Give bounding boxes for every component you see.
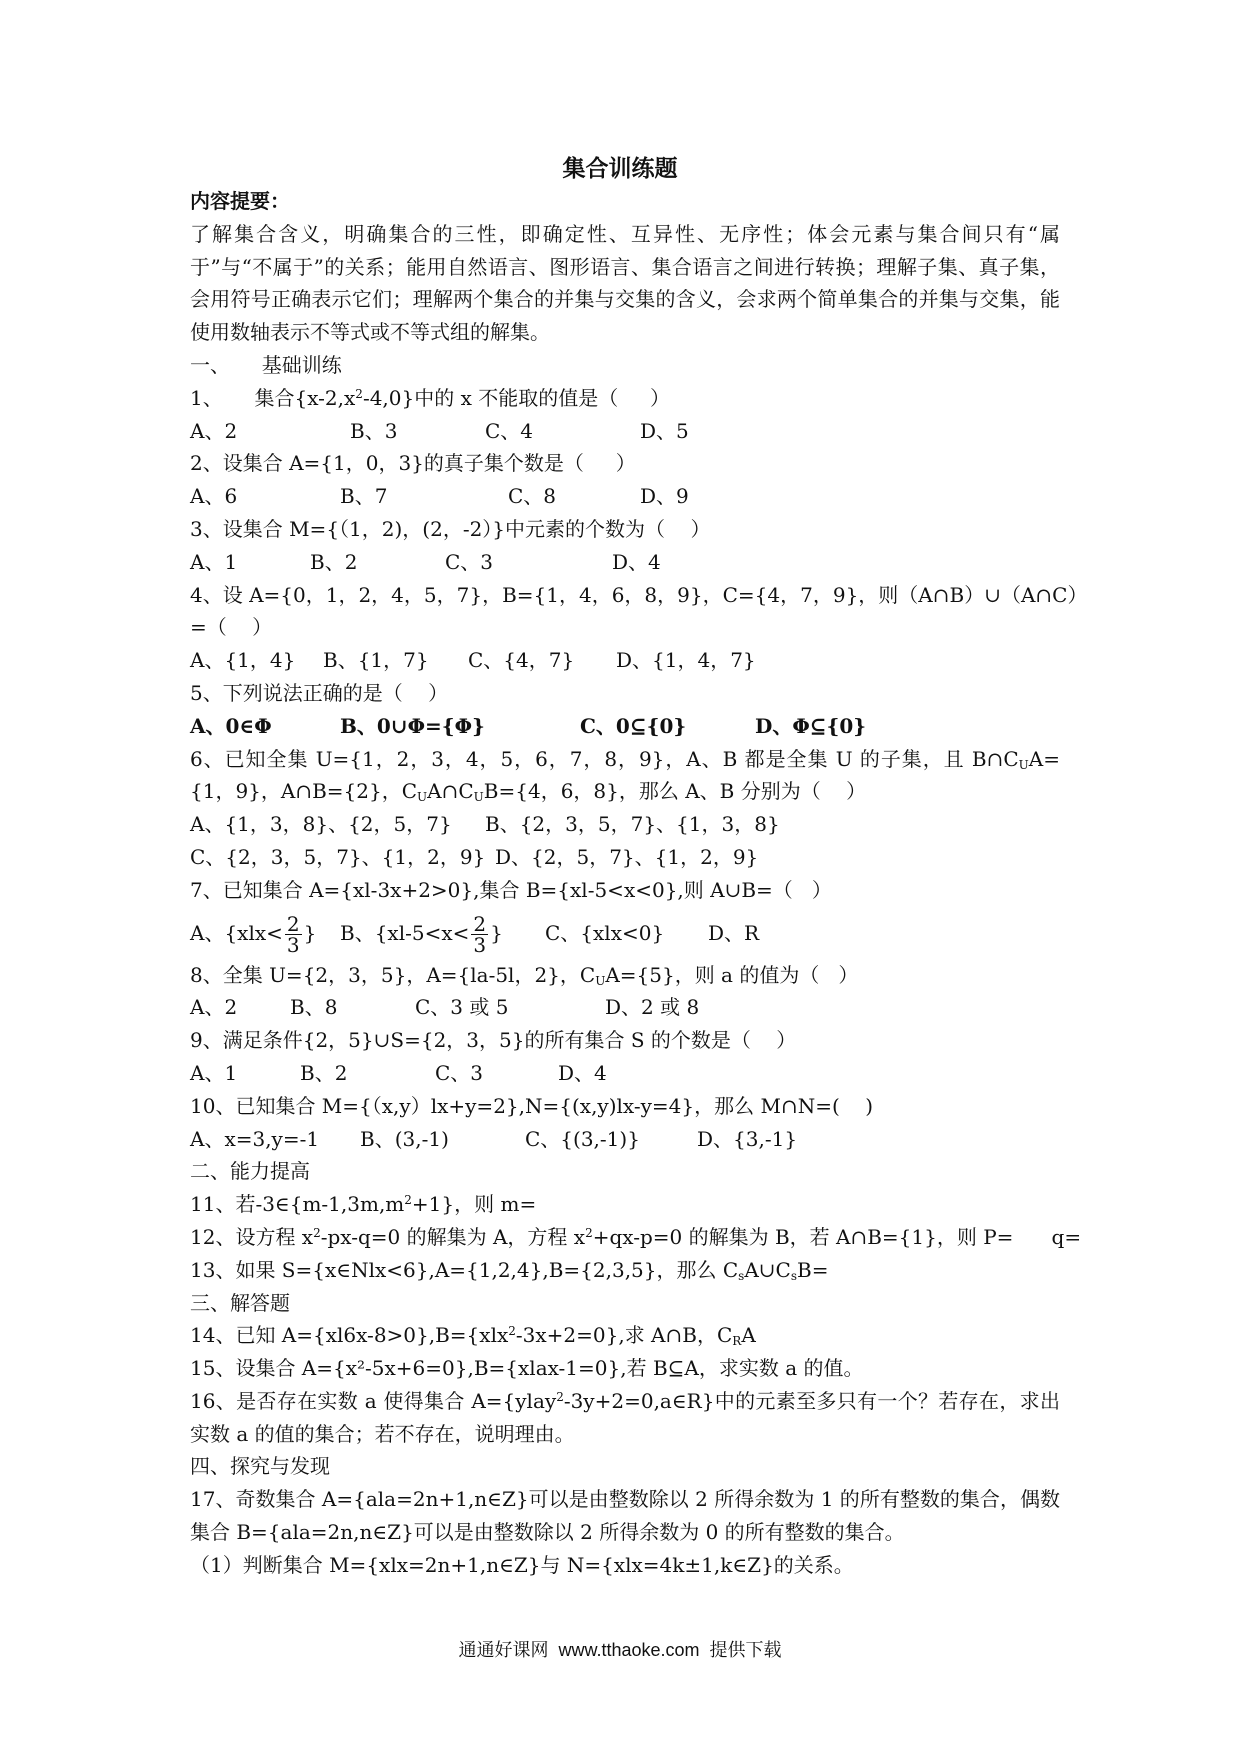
option-a: A、{1，3，8}、{2，5，7}	[190, 812, 452, 837]
page-title: 集合训练题	[562, 155, 678, 182]
option-d: D、9	[640, 484, 689, 509]
option-d: D、2 或 8	[605, 995, 700, 1020]
document-body	[190, 185, 1088, 1582]
question-9: 9、满足条件{2，5}∪S={2，3，5}的所有集合 S 的个数是（ ）	[190, 1028, 797, 1053]
question-12: 12、设方程 $x^2-px-q=0$ 的解集为 A，方程 $x^2+qx-p=0$ 的解集为 B，若 A∩B={1}，则 P= q=	[190, 1224, 1082, 1249]
question-6-options-row-2	[190, 841, 1060, 874]
option-b: B、(3,-1)	[360, 1126, 449, 1151]
question-2-options	[190, 480, 1060, 513]
section-heading-3: 三、解答题	[190, 1290, 290, 1315]
option-c: C、8	[508, 484, 557, 509]
option-a: A、{xlx< $\frac{2}{3}$ }	[190, 911, 317, 957]
option-b: B、0∪Φ={Φ}	[340, 713, 485, 738]
option-c: C、{xlx<0}	[545, 920, 665, 945]
option-a: A、0∈Φ	[190, 713, 272, 738]
option-b: B、7	[340, 484, 388, 509]
option-d: D、4	[612, 549, 661, 574]
option-a: A、1	[190, 549, 238, 574]
option-c: C、3 或 5	[415, 995, 509, 1020]
question-17: 17、奇数集合 A={ala=2n+1,n∈Z}可以是由整数除以 2 所得余数为 1 的所有整数的集合，偶数集合 B={ala=2n,n∈Z}可以是由整数除以 2 所得余数为 0 的所有整数的集合。	[190, 1487, 1060, 1545]
option-c: C、3	[435, 1060, 484, 1085]
question-8-options	[190, 991, 1060, 1024]
option-b: B、{1，7}	[323, 648, 429, 673]
question-9-options	[190, 1057, 1060, 1090]
question-11: 11、若$-3\in\{m-1,3m,m^2+1\}$，则 m=	[190, 1192, 537, 1217]
section-heading-4: 四、探究与发现	[190, 1454, 330, 1479]
question-5: 5、下列说法正确的是（ ）	[190, 680, 449, 705]
summary-text: 了解集合含义，明确集合的三性，即确定性、互异性、无序性；体会元素与集合间只有“属于”与“不属于”的关系；能用自然语言、图形语言、集合语言之间进行转换；理解子集、真子集，会用符号正确表示它们；理解两个集合的并集与交集的含义，会求两个简单集合的并集与交集，能使用数轴表示不等式或不等式组的解集。	[190, 221, 1060, 345]
question-2: 2、设集合 A={1，0，3}的真子集个数是（ ）	[190, 451, 636, 476]
option-a: A、{1，4}	[190, 648, 296, 673]
option-a: A、6	[190, 484, 238, 509]
option-c: C、{4，7}	[468, 648, 575, 673]
question-4-line-1: 4、设 A={0，1，2，4，5，7}，B={1，4，6，8，9}，C={4，7，9}，则（A∩B）∪（A∩C）	[190, 582, 1088, 607]
section-heading-1: 一、 基础训练	[190, 352, 342, 377]
question-5-options	[190, 710, 1060, 743]
summary-heading: 内容提要：	[190, 189, 290, 213]
option-a: A、2	[190, 418, 238, 443]
option-c: C、{2，3，5，7}、{1，2，9}	[190, 844, 486, 869]
option-b: B、3	[350, 418, 398, 443]
question-10-options	[190, 1123, 1060, 1156]
option-a: A、2	[190, 995, 238, 1020]
question-3: 3、设集合 M={（1，2)，(2，-2）}中元素的个数为（ ）	[190, 516, 711, 541]
option-c: C、4	[485, 418, 534, 443]
option-d: D、Φ⊆{0}	[755, 713, 867, 738]
option-c: C、3	[445, 549, 494, 574]
option-c: C、0⊆{0}	[580, 713, 687, 738]
option-d: D、{2，5，7}、{1，2，9}	[495, 844, 759, 869]
question-7: 7、已知集合 A={xl-3x+2>0},集合 B={xl-5<x<0},则 A∪B=（ ）	[190, 877, 832, 902]
question-6: 6、已知全集 U={1，2，3，4，5，6，7，8，9}，A、B 都是全集 U 的子集，且 $B\cap C_UA=\{1$，9}，A∩B={2}，$C_UA\cap C_UB=\{4$，6，8}，那么 A、B 分别为（ ）	[190, 746, 1060, 805]
option-d: D、{1，4，7}	[616, 648, 756, 673]
question-14: 14、已知 A={xl6x-8>0},B={xlx$^2$-3x+2=0},求 A∩B，$C_RA$	[190, 1323, 756, 1349]
question-15: 15、设集合 A={x²-5x+6=0},B={xlax-1=0},若 B⊆A，求实数 a 的值。	[190, 1356, 864, 1381]
option-d: D、R	[708, 920, 760, 945]
option-b: B、{xl-5<x< $\frac{2}{3}$ }	[340, 911, 503, 957]
question-7-options	[190, 907, 1060, 959]
option-b: B、2	[310, 549, 358, 574]
question-4-options	[190, 644, 1060, 677]
question-8: 8、全集 U={2，3，5}，A={la-5l，2}，$C_UA=\{5\}$，则 a 的值为（ ）	[190, 962, 859, 988]
option-b: B、2	[300, 1060, 348, 1085]
option-a: A、x=3,y=-1	[190, 1126, 320, 1151]
option-d: D、{3,-1}	[697, 1126, 798, 1151]
question-1-options	[190, 415, 1060, 448]
question-3-options	[190, 546, 1060, 579]
option-b: B、8	[290, 995, 338, 1020]
question-1: 1、 集合$\{x-2,x^2-4,0\}$中的 x 不能取的值是（ ）	[190, 385, 671, 410]
question-17-part-1: （1）判断集合 M={xlx=2n+1,n∈Z}与 N={xlx=4k±1,k∈Z}的关系。	[190, 1552, 854, 1577]
option-d: D、5	[640, 418, 689, 443]
question-13: 13、如果 S={x∈Nlx<6},A={1,2,4},B={2,3,5}，那么 $C_sA\cup C_sB=$	[190, 1257, 829, 1283]
fraction: $\frac{2}{3}$	[473, 911, 487, 957]
page-footer: 通通好课网 www.tthaoke.com 提供下载	[458, 1640, 782, 1660]
section-heading-2: 二、能力提高	[190, 1159, 310, 1184]
question-6-options-row-1	[190, 808, 1060, 841]
question-4-line-2: =（ ）	[190, 615, 273, 640]
option-b: B、{2，3，5，7}、{1，3，8}	[485, 812, 780, 837]
question-16: 16、是否存在实数 a 使得集合 A={ylay$^2$-3y+2=0,a∈R}中的元素至多只有一个？若存在，求出实数 a 的值的集合；若不存在，说明理由。	[190, 1388, 1060, 1446]
option-d: D、4	[558, 1060, 607, 1085]
option-a: A、1	[190, 1060, 238, 1085]
fraction: $\frac{2}{3}$	[286, 911, 300, 957]
question-10: 10、已知集合 M={（x,y）lx+y=2},N={(x,y)lx-y=4}，那么 M∩N=( )	[190, 1093, 873, 1118]
option-c: C、{(3,-1)}	[525, 1126, 640, 1151]
